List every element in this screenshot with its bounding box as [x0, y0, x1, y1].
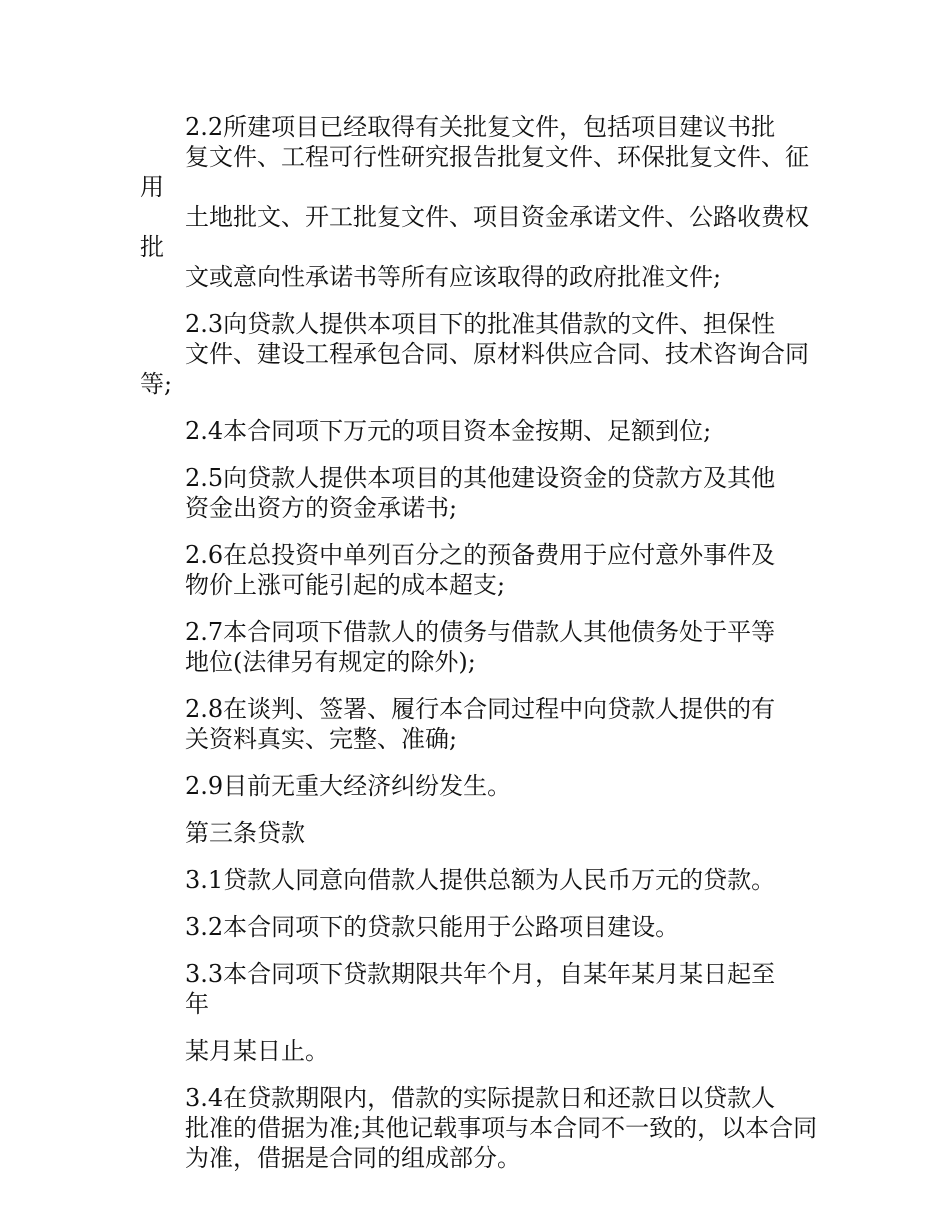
text-line: 复文件、工程可行性研究报告批复文件、环保批复文件、征用	[140, 143, 809, 201]
text-line: 关资料真实、完整、准确;	[185, 725, 458, 753]
paragraph-3-2	[140, 912, 830, 942]
text-line: 3.1贷款人同意向借款人提供总额为人民币万元的贷款。	[185, 866, 776, 894]
text-line: 2.4本合同项下万元的项目资本金按期、足额到位;	[185, 417, 712, 445]
text-line: 为准，借据是合同的组成部分。	[185, 1144, 521, 1172]
paragraph-3-3-continued	[140, 1036, 830, 1066]
text-line: 年	[185, 990, 209, 1018]
text-line: 2.7本合同项下借款人的债务与借款人其他债务处于平等	[185, 618, 776, 646]
text-line: 批准的借据为准;其他记载事项与本合同不一致的，以本合同	[185, 1114, 818, 1142]
text-line: 土地批文、开工批复文件、项目资金承诺文件、公路收费权批	[140, 203, 809, 261]
text-line: 3.4在贷款期限内，借款的实际提款日和还款日以贷款人	[185, 1084, 776, 1112]
paragraph-3-1	[140, 865, 830, 895]
text-line: 3.2本合同项下的贷款只能用于公路项目建设。	[185, 913, 680, 941]
document-body	[140, 112, 830, 1190]
paragraph-3-4	[140, 1083, 830, 1173]
text-line: 2.2所建项目已经取得有关批复文件，包括项目建议书批	[185, 113, 776, 141]
text-line: 某月某日止。	[185, 1037, 329, 1065]
text-line: 文或意向性承诺书等所有应该取得的政府批准文件;	[185, 263, 722, 291]
paragraph-2-6	[140, 540, 830, 600]
paragraph-2-4	[140, 416, 830, 446]
text-line: 2.3向贷款人提供本项目下的批准其借款的文件、担保性	[185, 310, 776, 338]
text-line: 资金出资方的资金承诺书;	[185, 494, 458, 522]
article-3-heading	[140, 818, 830, 848]
paragraph-2-3	[140, 309, 830, 399]
text-line: 2.8在谈判、签署、履行本合同过程中向贷款人提供的有	[185, 695, 776, 723]
text-line: 2.9目前无重大经济纠纷发生。	[185, 772, 512, 800]
text-line: 物价上涨可能引起的成本超支;	[185, 571, 506, 599]
text-line: 文件、建设工程承包合同、原材料供应合同、技术咨询合同等;	[140, 340, 809, 398]
text-line: 2.5向贷款人提供本项目的其他建设资金的贷款方及其他	[185, 464, 776, 492]
text-line: 3.3本合同项下贷款期限共年个月，自某年某月某日起至	[185, 960, 776, 988]
paragraph-2-7	[140, 617, 830, 677]
paragraph-3-3	[140, 959, 830, 1019]
paragraph-2-8	[140, 694, 830, 754]
text-line: 地位(法律另有规定的除外);	[185, 648, 476, 676]
text-line: 第三条贷款	[185, 819, 305, 847]
paragraph-2-5	[140, 463, 830, 523]
text-line: 2.6在总投资中单列百分之的预备费用于应付意外事件及	[185, 541, 776, 569]
paragraph-2-9	[140, 771, 830, 801]
paragraph-2-2	[140, 112, 830, 292]
